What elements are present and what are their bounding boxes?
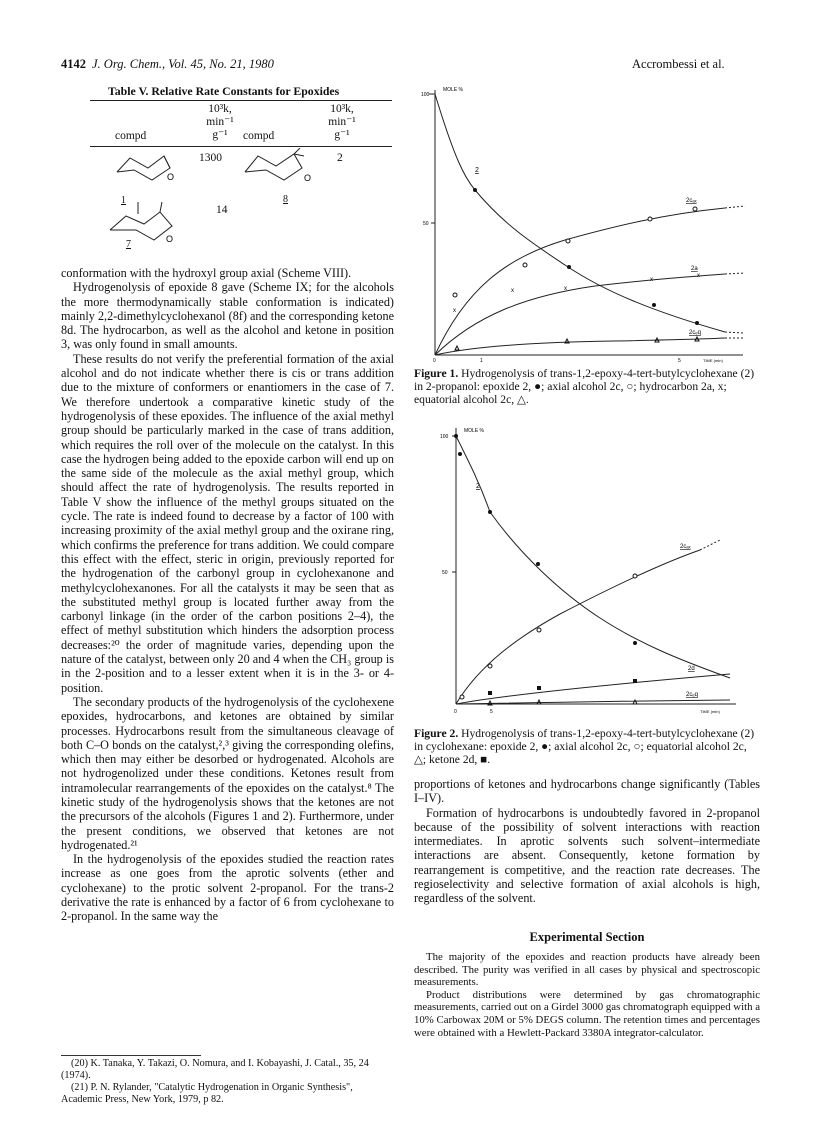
- svg-text:O: O: [167, 172, 175, 182]
- footnote-20: (20) K. Tanaka, Y. Takazi, O. Nomura, and I. Kobayashi, J. Catal., 35, 24 (1974).: [61, 1058, 369, 1081]
- compound-1-rate: 1300: [199, 152, 222, 164]
- compound-7-rate: 14: [216, 204, 228, 216]
- figure-1-label-axial: 2cₐₓ: [686, 198, 697, 204]
- svg-text:x: x: [511, 288, 514, 294]
- compound-8-rate: 2: [337, 152, 343, 164]
- figure-1-y-tick-50: 50: [423, 221, 429, 227]
- svg-text:x: x: [564, 286, 567, 292]
- figure-1-axial-curve: [435, 208, 725, 355]
- figure-2-label-equatorial: 2cₑq: [686, 692, 698, 698]
- experimental-heading: Experimental Section: [529, 930, 645, 944]
- figure-2-caption: Figure 2. Hydrogenolysis of trans-1,2-epoxy-4-tert-butylcyclohexane (2) in cyclohexane: epoxide 2, ●; axial alcohol 2c, ○; equatorial alcohol 2c, △; ketone 2d, ■.: [414, 727, 755, 767]
- svg-text:x: x: [650, 277, 653, 283]
- paragraph: The majority of the epoxides and reaction products have already been described. The purity was verified in all cases by physical and spectroscopic measurements.: [414, 951, 760, 989]
- footnotes: [61, 1058, 394, 1106]
- running-authors: Accrombessi et al.: [632, 57, 725, 71]
- figure-2-ketone-curve: [456, 674, 730, 704]
- table-top-rule: [90, 100, 392, 101]
- paragraph: Product distributions were determined by gas chromatographic measurements, carried out on a Girdel 3000 gas chromatograph equipped with a 10% Carbowax 20M or 5% DEGS column. The retention times and percentages were obtained with a Hewlett-Packard 3380A integrator-calculator.: [414, 988, 760, 1039]
- paragraph: proportions of ketones and hydrocarbons change significantly (Tables I–IV).: [414, 777, 760, 806]
- figure-1-x-tick-5: 5: [678, 358, 681, 364]
- figure-1-x-tick-1: 1: [480, 358, 483, 364]
- svg-text:x: x: [697, 273, 700, 279]
- figure-2-y-tick-100: 100: [440, 434, 449, 440]
- footnote-21: (21) P. N. Rylander, "Catalytic Hydrogenation in Organic Synthesis", Academic Press, New York, 1979, p 82.: [61, 1082, 353, 1105]
- paragraph: conformation with the hydroxyl group axial (Scheme VIII).: [61, 266, 352, 280]
- figure-2-x-unit: TIME (min): [700, 709, 720, 714]
- figure-2-axial-curve: [456, 550, 700, 704]
- figure-2-label-axial: 2cₐₓ: [680, 544, 691, 550]
- svg-text:O: O: [304, 173, 312, 183]
- journal-reference: J. Org. Chem., Vol. 45, No. 21, 1980: [92, 57, 274, 71]
- figure-2-equatorial-curve: [456, 700, 730, 704]
- figure-1-label-hydrocarbon: 2a: [691, 266, 698, 272]
- figure-2-x-tick-0: 0: [454, 709, 457, 715]
- paragraph: In the hydrogenolysis of the epoxides studied the reaction rates increase as one goes from the aprotic solvents (ether and cyclohexane) to the protic solvent 2-propanol. For the trans-2 derivative the rate is enhanced by a factor of 6 from cyclohexane to 2-propanol. In the same way the: [61, 852, 394, 924]
- figure-2-label-epoxide: 2: [476, 483, 480, 490]
- figure-1-hydrocarbon-curve: [435, 274, 725, 355]
- figure-1-axes: [429, 90, 743, 355]
- paragraph: The secondary products of the hydrogenolysis of the cyclohexene epoxides, hydrocarbons, and ketones are obtained by similar processes. Hydrocarbons result from the simultaneous cleavage of both C–O bonds on the catalyst,²,³ giving the corresponding olefins, which then may either be desorbed or hydrogenated. Alcohols are not hydrogenolized under these conditions. Ketones result from intramolecular rearrangements of the epoxides on the catalyst.⁸ The kinetic study of the hydrogenolysis shows that the ketones are not the precursors of the alcohols (Figures 1 and 2). Furthermore, under the present conditions, we observed that ketones are not hydrogenated.²¹: [61, 694, 394, 852]
- svg-text:O: O: [166, 234, 174, 244]
- figure-1-markers: [453, 188, 700, 350]
- compound-8-label: 8: [283, 194, 288, 205]
- paragraph: Formation of hydrocarbons is undoubtedly favored in 2-propanol because of the possibility of solvent interactions with reaction intermediates. In aprotic solvents such solvent–intermediate interactions are absent. Consequently, ketone formation by rearrangement is competitive, and the reaction rate decreases. The regioselectivity and selective formation of axial alcohols is high, regardless of the solvent.: [414, 805, 760, 906]
- experimental-text: [414, 951, 760, 1039]
- figure-1-label-epoxide: 2: [475, 167, 479, 174]
- figure-1-y-unit: MOLE %: [443, 87, 464, 93]
- figure-1-epoxide-curve: [435, 94, 725, 332]
- right-column-text: [414, 777, 760, 906]
- figure-1-y-tick-100: 100: [421, 92, 430, 98]
- svg-text:x: x: [453, 308, 456, 314]
- figure-1-chart: [415, 80, 755, 370]
- figure-1-caption: Figure 1. Hydrogenolysis of trans-1,2-epoxy-4-tert-butylcyclohexane (2) in 2-propanol: epoxide 2, ●; axial alcohol 2c, ○; hydrocarbon 2a, x; equatorial alcohol 2c, △.: [414, 367, 755, 407]
- figure-2-markers: [454, 434, 637, 705]
- compound-7-label: 7: [126, 239, 131, 250]
- figure-2-epoxide-curve: [456, 436, 730, 678]
- compound-1-label: 1: [121, 195, 126, 206]
- figure-2-y-unit: MOLE %: [464, 428, 485, 434]
- rate-header-2: 10³k, min⁻¹ g⁻¹: [328, 103, 356, 141]
- left-column-text: [61, 266, 394, 924]
- figure-2-x-tick-5: 5: [490, 709, 493, 715]
- figure-1-x-tick-0: 0: [433, 358, 436, 364]
- compd-header-2: compd: [243, 130, 275, 142]
- figure-2-y-tick-50: 50: [442, 570, 448, 576]
- figure-2-chart: [440, 424, 740, 724]
- figure-1-label-equatorial: 2cₑq: [689, 330, 701, 336]
- table-header-rule: [90, 146, 392, 147]
- compound-8-structure: [240, 148, 320, 192]
- figure-1-equatorial-curve: [435, 338, 725, 355]
- compound-7-structure: [100, 200, 190, 258]
- figure-1-x-unit: TIME (min): [703, 358, 723, 363]
- footnote-rule: [61, 1055, 201, 1056]
- compound-1-structure: [112, 150, 182, 192]
- page-number: 4142: [61, 57, 86, 71]
- figure-2-axes: [452, 428, 736, 704]
- table-title: Table V. Relative Rate Constants for Epoxides: [108, 84, 340, 98]
- figure-2-label-ketone: 2d: [688, 666, 695, 672]
- rate-header-1: 10³k, min⁻¹ g⁻¹: [206, 103, 234, 141]
- compd-header-1: compd: [115, 130, 147, 142]
- paragraph: These results do not verify the preferential formation of the axial alcohol and do not indicate whether there is cis or trans addition due to the mixture of conformers or enantiomers in the case of 7. We therefore undertook a comparative kinetic study of the hydrogenolysis of these epoxides. The influence of the axial methyl group should be particularly marked in the case of trans addition, which requires the roll over of the molecule on the catalyst. In this case the hydrogen being added to the epoxide carbon will end up on the same side of the molecule as the axial methyl group, which should affect the rate of hydrogenolysis. The results reported in Table V show the influence of the methyl groups situated on the cycle. The rate is indeed found to decrease by a factor of 100 with increasing proximity of the axial methyl group and the oxirane ring, which confirms the preference for trans addition. We could compare this effect with the effect, steric in origin, previously reported for the hydrogenation of the carbonyl group in cyclohexanone and methylcyclohexanones. For all the catalysts it may be seen that as the substituted methyl group is located further away from the carbonyl linkage (in the order of the carbon positions 2–4), the effect of methyl substitution which hinders the adsorption process decreases:²⁰ the order of magnitude varies, depending upon the nature of the catalyst, between only 20 and 4 when the CH₃ group is in the 2-position and to a lesser extent when it is in the 3- or 4-position.: [61, 351, 394, 695]
- paragraph: Hydrogenolysis of epoxide 8 gave (Scheme IX; for the alcohols the more thermodynamically stable conformation is indicated) mainly 2,2-dimethylcyclohexanol (8f) and the corresponding ketone 8d. The hydrocarbon, as well as the alcohol and ketone in position 3, was only found in small amounts.: [61, 280, 394, 352]
